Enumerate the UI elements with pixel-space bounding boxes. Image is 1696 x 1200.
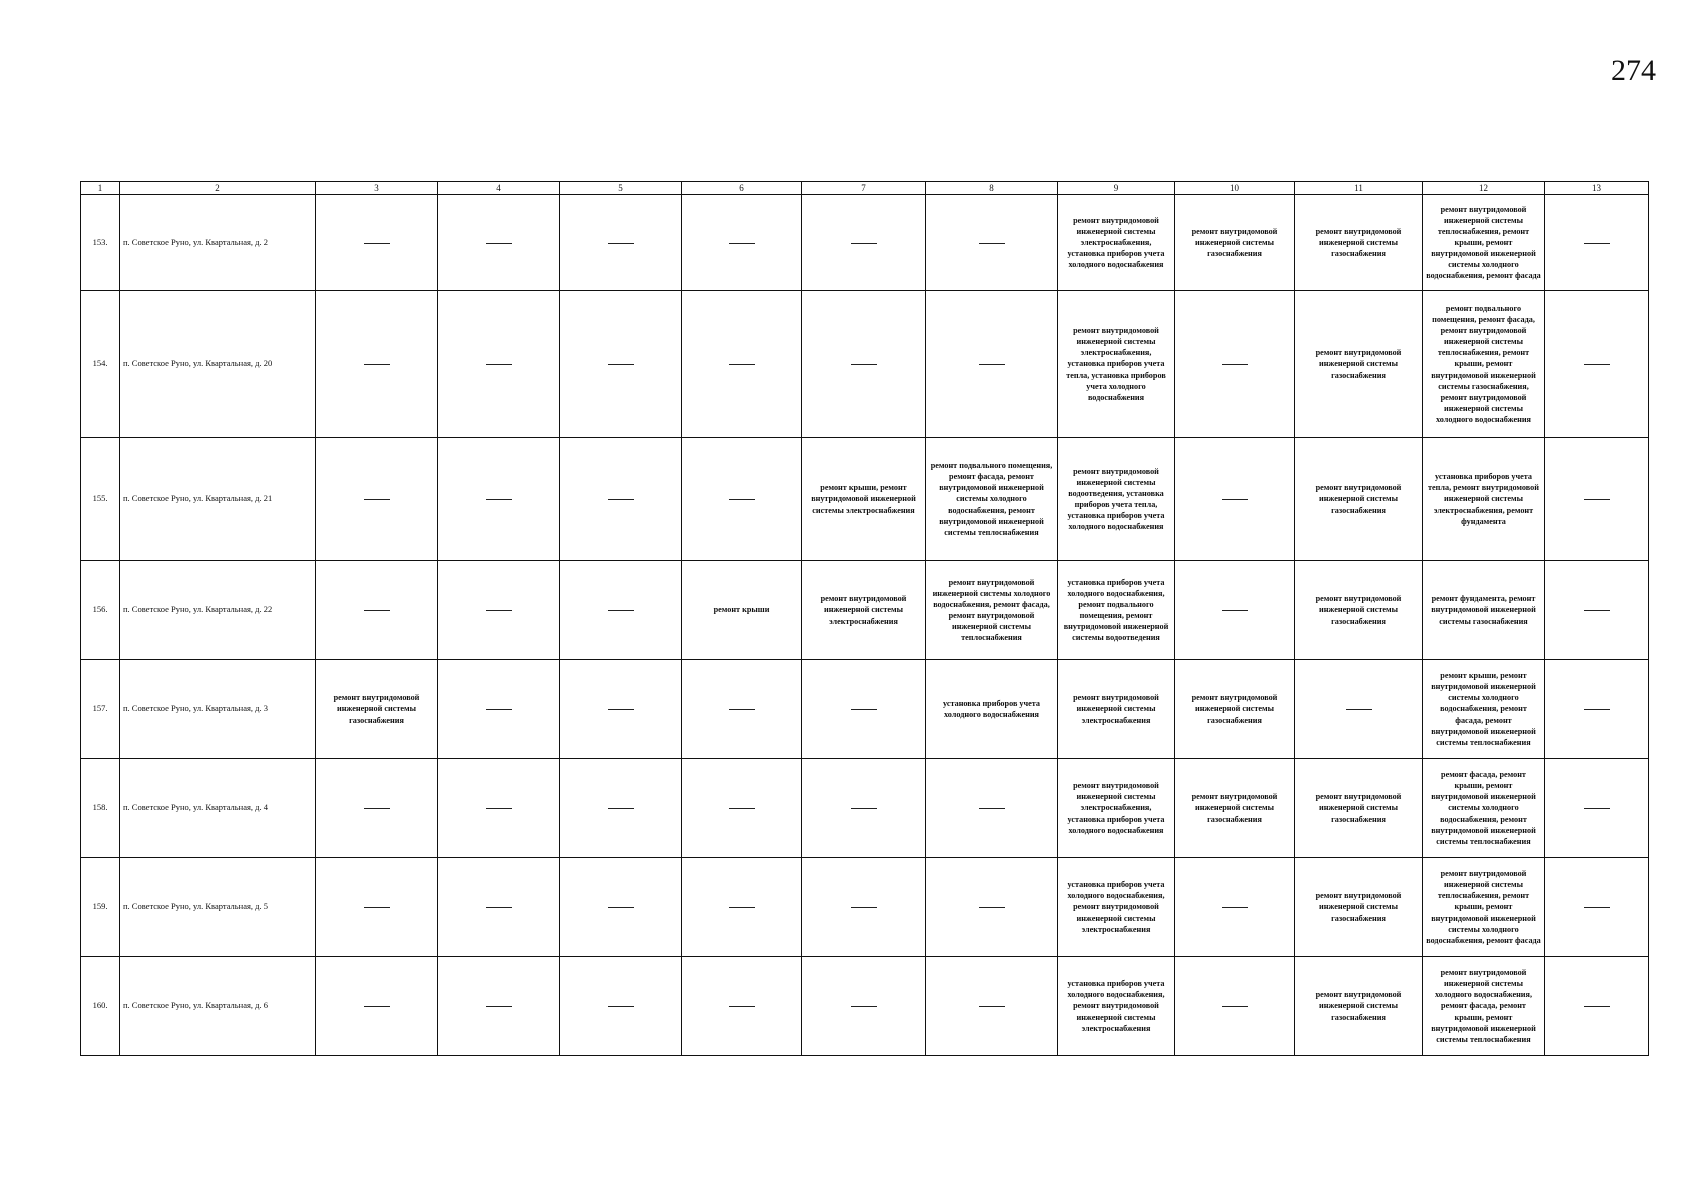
dash-mark [1222, 499, 1248, 500]
column-number: 2 [120, 182, 316, 195]
row-number: 158. [81, 759, 120, 858]
empty-dash-cell [438, 759, 560, 858]
dash-mark [979, 808, 1005, 809]
row-number: 153. [81, 195, 120, 291]
empty-dash-cell [438, 195, 560, 291]
column-number: 9 [1058, 182, 1175, 195]
empty-dash-cell [560, 438, 682, 561]
address-cell: п. Советское Руно, ул. Квартальная, д. 2 [120, 195, 316, 291]
work-type-cell: ремонт подвального помещения, ремонт фасада, ремонт внутридомовой инженерной системы холодного водоснабжения, ремонт внутридомовой инженерной системы теплоснабжения [926, 438, 1058, 561]
empty-dash-cell [926, 291, 1058, 438]
column-number: 8 [926, 182, 1058, 195]
table-row [81, 660, 1649, 759]
empty-dash-cell [682, 291, 802, 438]
dash-mark [364, 1006, 390, 1007]
empty-dash-cell [1545, 561, 1649, 660]
empty-dash-cell [802, 957, 926, 1056]
address-cell: п. Советское Руно, ул. Квартальная, д. 4 [120, 759, 316, 858]
empty-dash-cell [1295, 660, 1423, 759]
dash-mark [1584, 499, 1610, 500]
row-number: 157. [81, 660, 120, 759]
row-number: 155. [81, 438, 120, 561]
empty-dash-cell [1545, 291, 1649, 438]
dash-mark [1584, 808, 1610, 809]
empty-dash-cell [438, 957, 560, 1056]
empty-dash-cell [316, 438, 438, 561]
empty-dash-cell [682, 195, 802, 291]
work-type-cell: ремонт внутридомовой инженерной системы теплоснабжения, ремонт крыши, ремонт внутридомовой инженерной системы холодного водоснабжения, ремонт фасада [1423, 858, 1545, 957]
empty-dash-cell [1175, 561, 1295, 660]
table-row [81, 438, 1649, 561]
address-cell: п. Советское Руно, ул. Квартальная, д. 3 [120, 660, 316, 759]
empty-dash-cell [1545, 759, 1649, 858]
table-row [81, 291, 1649, 438]
dash-mark [486, 1006, 512, 1007]
empty-dash-cell [316, 291, 438, 438]
dash-mark [486, 364, 512, 365]
dash-mark [729, 243, 755, 244]
empty-dash-cell [802, 291, 926, 438]
dash-mark [851, 907, 877, 908]
dash-mark [486, 709, 512, 710]
empty-dash-cell [438, 438, 560, 561]
dash-mark [1222, 1006, 1248, 1007]
dash-mark [486, 610, 512, 611]
empty-dash-cell [438, 291, 560, 438]
empty-dash-cell [1175, 291, 1295, 438]
work-type-cell: ремонт внутридомовой инженерной системы теплоснабжения, ремонт крыши, ремонт внутридомовой инженерной системы холодного водоснабжения, ремонт фасада [1423, 195, 1545, 291]
table-row [81, 759, 1649, 858]
work-type-cell: ремонт внутридомовой инженерной системы водоотведения, установка приборов учета тепла, установка приборов учета холодного водоснабжения [1058, 438, 1175, 561]
empty-dash-cell [1175, 438, 1295, 561]
work-type-cell: установка приборов учета холодного водоснабжения [926, 660, 1058, 759]
empty-dash-cell [926, 858, 1058, 957]
dash-mark [608, 808, 634, 809]
empty-dash-cell [802, 759, 926, 858]
work-type-cell: ремонт фундамента, ремонт внутридомовой инженерной системы газоснабжения [1423, 561, 1545, 660]
work-type-cell: ремонт внутридомовой инженерной системы электроснабжения, установка приборов учета тепла, установка приборов учета холодного водоснабжения [1058, 291, 1175, 438]
dash-mark [608, 1006, 634, 1007]
work-type-cell: ремонт подвального помещения, ремонт фасада, ремонт внутридомовой инженерной системы теплоснабжения, ремонт крыши, ремонт внутридомовой инженерной системы газоснабжения, ремонт внутридомовой инженерной системы холодного водоснабжения [1423, 291, 1545, 438]
dash-mark [979, 907, 1005, 908]
dash-mark [979, 243, 1005, 244]
dash-mark [608, 709, 634, 710]
dash-mark [364, 499, 390, 500]
work-type-cell: установка приборов учета холодного водоснабжения, ремонт внутридомовой инженерной системы электроснабжения [1058, 858, 1175, 957]
address-cell: п. Советское Руно, ул. Квартальная, д. 21 [120, 438, 316, 561]
address-cell: п. Советское Руно, ул. Квартальная, д. 20 [120, 291, 316, 438]
column-number-header [81, 182, 1649, 195]
work-type-cell: ремонт крыши, ремонт внутридомовой инженерной системы электроснабжения [802, 438, 926, 561]
table-row [81, 957, 1649, 1056]
repair-schedule-table [80, 181, 1649, 1056]
dash-mark [486, 907, 512, 908]
dash-mark [851, 709, 877, 710]
dash-mark [729, 364, 755, 365]
empty-dash-cell [682, 438, 802, 561]
dash-mark [608, 907, 634, 908]
empty-dash-cell [682, 660, 802, 759]
work-type-cell: ремонт внутридомовой инженерной системы газоснабжения [1295, 291, 1423, 438]
dash-mark [729, 709, 755, 710]
dash-mark [608, 243, 634, 244]
work-type-cell: ремонт внутридомовой инженерной системы газоснабжения [1175, 195, 1295, 291]
work-type-cell: ремонт внутридомовой инженерной системы газоснабжения [316, 660, 438, 759]
work-type-cell: ремонт внутридомовой инженерной системы газоснабжения [1295, 858, 1423, 957]
empty-dash-cell [438, 858, 560, 957]
dash-mark [1584, 709, 1610, 710]
empty-dash-cell [560, 561, 682, 660]
dash-mark [1584, 364, 1610, 365]
empty-dash-cell [926, 957, 1058, 1056]
dash-mark [979, 1006, 1005, 1007]
dash-mark [608, 610, 634, 611]
dash-mark [729, 1006, 755, 1007]
work-type-cell: ремонт внутридомовой инженерной системы газоснабжения [1175, 759, 1295, 858]
empty-dash-cell [1545, 957, 1649, 1056]
work-type-cell: ремонт внутридомовой инженерной системы газоснабжения [1295, 759, 1423, 858]
empty-dash-cell [802, 660, 926, 759]
empty-dash-cell [1175, 858, 1295, 957]
work-type-cell: ремонт крыши [682, 561, 802, 660]
dash-mark [979, 364, 1005, 365]
dash-mark [1584, 1006, 1610, 1007]
work-type-cell: ремонт внутридомовой инженерной системы газоснабжения [1295, 438, 1423, 561]
dash-mark [851, 243, 877, 244]
work-type-cell: ремонт внутридомовой инженерной системы газоснабжения [1295, 561, 1423, 660]
empty-dash-cell [316, 957, 438, 1056]
dash-mark [1346, 709, 1372, 710]
column-number: 5 [560, 182, 682, 195]
dash-mark [1584, 907, 1610, 908]
dash-mark [608, 364, 634, 365]
work-type-cell: ремонт крыши, ремонт внутридомовой инженерной системы холодного водоснабжения, ремонт фасада, ремонт внутридомовой инженерной системы теплоснабжения [1423, 660, 1545, 759]
table-row [81, 858, 1649, 957]
address-cell: п. Советское Руно, ул. Квартальная, д. 22 [120, 561, 316, 660]
empty-dash-cell [560, 858, 682, 957]
work-type-cell: ремонт внутридомовой инженерной системы электроснабжения, установка приборов учета холодного водоснабжения [1058, 759, 1175, 858]
row-number: 160. [81, 957, 120, 1056]
empty-dash-cell [682, 858, 802, 957]
table-row [81, 195, 1649, 291]
dash-mark [1584, 243, 1610, 244]
row-number: 156. [81, 561, 120, 660]
column-number: 10 [1175, 182, 1295, 195]
dash-mark [364, 907, 390, 908]
empty-dash-cell [316, 759, 438, 858]
column-number: 4 [438, 182, 560, 195]
dash-mark [486, 499, 512, 500]
dash-mark [851, 808, 877, 809]
column-number: 11 [1295, 182, 1423, 195]
dash-mark [729, 808, 755, 809]
address-cell: п. Советское Руно, ул. Квартальная, д. 6 [120, 957, 316, 1056]
empty-dash-cell [316, 195, 438, 291]
column-number: 1 [81, 182, 120, 195]
dash-mark [851, 1006, 877, 1007]
dash-mark [1584, 610, 1610, 611]
empty-dash-cell [802, 195, 926, 291]
column-number: 6 [682, 182, 802, 195]
column-number: 13 [1545, 182, 1649, 195]
empty-dash-cell [1545, 660, 1649, 759]
page-number: 274 [1611, 54, 1656, 87]
dash-mark [608, 499, 634, 500]
empty-dash-cell [802, 858, 926, 957]
dash-mark [729, 907, 755, 908]
dash-mark [486, 243, 512, 244]
dash-mark [1222, 907, 1248, 908]
work-type-cell: ремонт внутридомовой инженерной системы холодного водоснабжения, ремонт фасада, ремонт внутридомовой инженерной системы теплоснабжения [926, 561, 1058, 660]
empty-dash-cell [926, 759, 1058, 858]
work-type-cell: ремонт внутридомовой инженерной системы электроснабжения [1058, 660, 1175, 759]
work-type-cell: ремонт внутридомовой инженерной системы газоснабжения [1175, 660, 1295, 759]
dash-mark [364, 610, 390, 611]
empty-dash-cell [1545, 438, 1649, 561]
work-type-cell: ремонт фасада, ремонт крыши, ремонт внутридомовой инженерной системы холодного водоснабжения, ремонт внутридомовой инженерной системы теплоснабжения [1423, 759, 1545, 858]
empty-dash-cell [316, 561, 438, 660]
empty-dash-cell [1545, 195, 1649, 291]
work-type-cell: ремонт внутридомовой инженерной системы холодного водоснабжения, ремонт фасада, ремонт крыши, ремонт внутридомовой инженерной системы теплоснабжения [1423, 957, 1545, 1056]
empty-dash-cell [316, 858, 438, 957]
empty-dash-cell [682, 759, 802, 858]
work-type-cell: ремонт внутридомовой инженерной системы электроснабжения [802, 561, 926, 660]
work-type-cell: ремонт внутридомовой инженерной системы газоснабжения [1295, 957, 1423, 1056]
dash-mark [729, 499, 755, 500]
empty-dash-cell [438, 561, 560, 660]
dash-mark [851, 364, 877, 365]
empty-dash-cell [682, 957, 802, 1056]
dash-mark [1222, 364, 1248, 365]
empty-dash-cell [560, 291, 682, 438]
empty-dash-cell [1545, 858, 1649, 957]
empty-dash-cell [560, 660, 682, 759]
row-number: 154. [81, 291, 120, 438]
work-type-cell: установка приборов учета тепла, ремонт внутридомовой инженерной системы электроснабжения, ремонт фундамента [1423, 438, 1545, 561]
dash-mark [364, 808, 390, 809]
row-number: 159. [81, 858, 120, 957]
empty-dash-cell [1175, 957, 1295, 1056]
dash-mark [486, 808, 512, 809]
table-row [81, 561, 1649, 660]
empty-dash-cell [560, 759, 682, 858]
empty-dash-cell [438, 660, 560, 759]
empty-dash-cell [560, 195, 682, 291]
dash-mark [364, 243, 390, 244]
column-number: 7 [802, 182, 926, 195]
column-number: 3 [316, 182, 438, 195]
column-number: 12 [1423, 182, 1545, 195]
work-type-cell: ремонт внутридомовой инженерной системы электроснабжения, установка приборов учета холодного водоснабжения [1058, 195, 1175, 291]
dash-mark [364, 364, 390, 365]
empty-dash-cell [560, 957, 682, 1056]
empty-dash-cell [926, 195, 1058, 291]
address-cell: п. Советское Руно, ул. Квартальная, д. 5 [120, 858, 316, 957]
work-type-cell: установка приборов учета холодного водоснабжения, ремонт подвального помещения, ремонт внутридомовой инженерной системы водоотведения [1058, 561, 1175, 660]
work-type-cell: ремонт внутридомовой инженерной системы газоснабжения [1295, 195, 1423, 291]
work-type-cell: установка приборов учета холодного водоснабжения, ремонт внутридомовой инженерной системы электроснабжения [1058, 957, 1175, 1056]
dash-mark [1222, 610, 1248, 611]
